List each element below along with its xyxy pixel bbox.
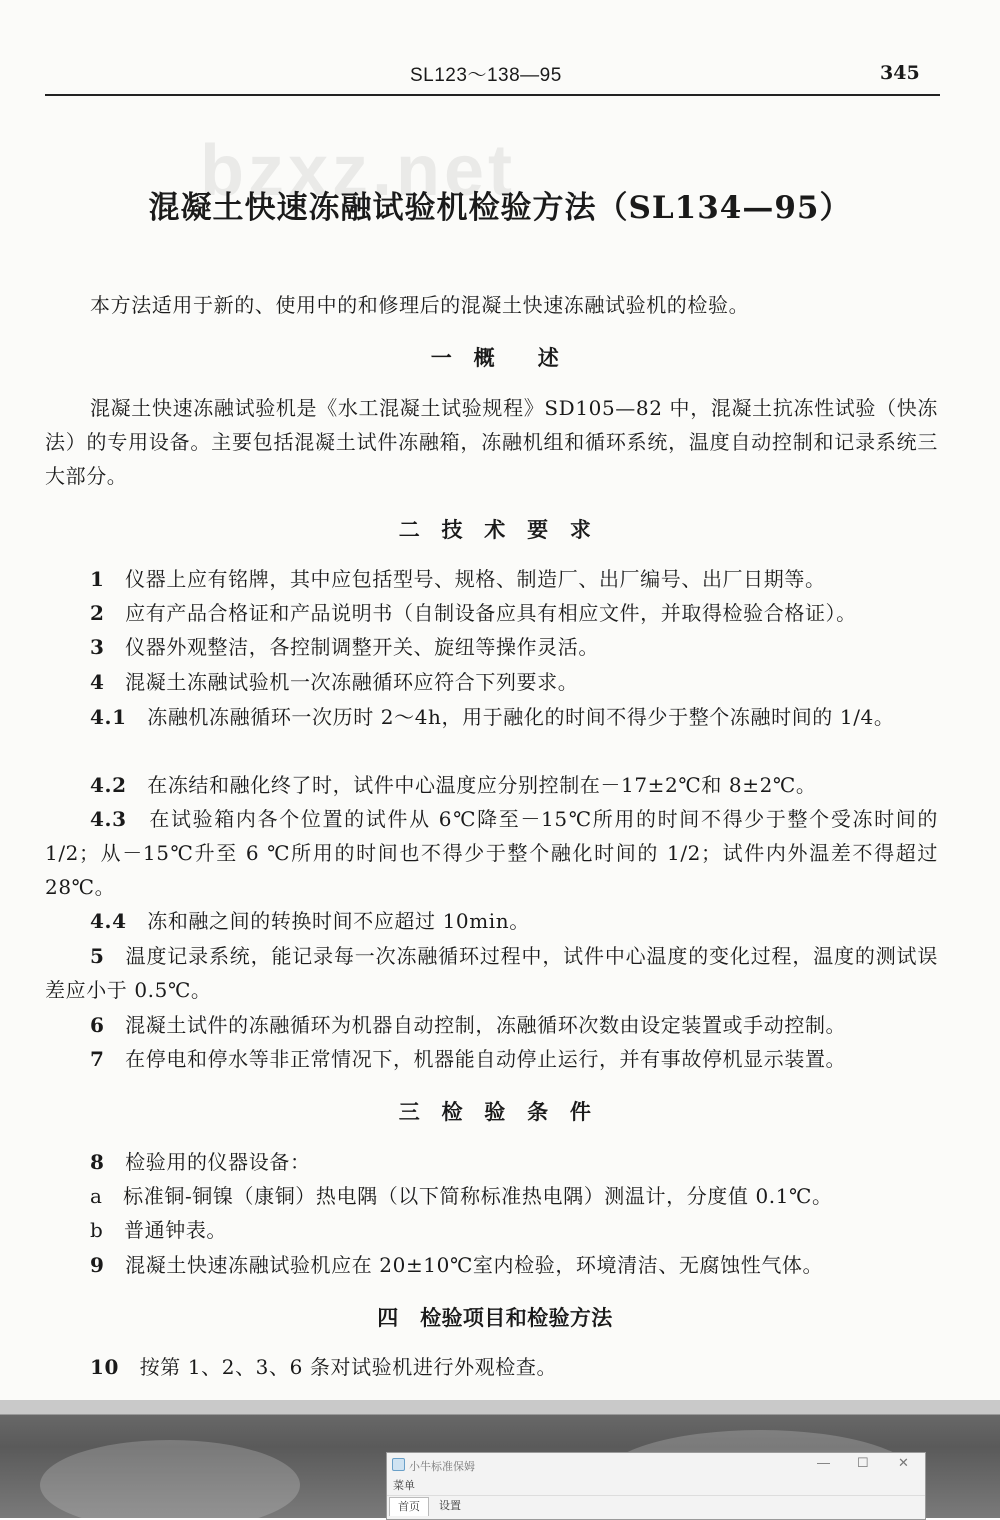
clause-number: 4.1 <box>90 705 127 729</box>
clause-4-2 <box>45 768 938 802</box>
clause-4-4 <box>45 904 938 938</box>
clause-number: 10 <box>90 1355 120 1379</box>
clause-number: b <box>90 1218 104 1242</box>
clause-text: 混凝土快速冻融试验机应在 20±10℃室内检验，环境清洁、无腐蚀性气体。 <box>125 1253 824 1277</box>
clause-6 <box>45 1008 938 1042</box>
clause-number: 7 <box>90 1047 105 1071</box>
clause-text: 检验用的仪器设备： <box>125 1150 311 1174</box>
clause-5 <box>45 939 938 1007</box>
clause-text: 在试验箱内各个位置的试件从 6℃降至－15℃所用的时间不得少于整个受冻时间的 1/2；从－15℃升至 6 ℃所用的时间也不得少于整个融化时间的 1/2；试件内外温差不得超过 28℃。 <box>45 807 939 899</box>
clause-4 <box>45 665 938 699</box>
clause-text: 冻融机冻融循环一次历时 2～4h，用于融化的时间不得少于整个冻融时间的 1/4。 <box>147 705 895 729</box>
clause-text: 应有产品合格证和产品说明书（自制设备应具有相应文件，并取得检验合格证）。 <box>125 601 857 625</box>
clause-number: 9 <box>90 1253 105 1277</box>
clause-3 <box>45 630 938 664</box>
clause-4-1 <box>45 700 938 734</box>
section-heading-overview: 一 概 述 <box>430 345 560 370</box>
clause-number: 4.3 <box>90 807 127 831</box>
clause-text: 按第 1、2、3、6 条对试验机进行外观检查。 <box>139 1355 558 1379</box>
document-title: 混凝土快速冻融试验机检验方法（SL134—95） <box>148 190 852 226</box>
clause-text: 仪器外观整洁，各控制调整开关、旋纽等操作灵活。 <box>125 635 599 659</box>
clause-text: 温度记录系统，能记录每一次冻融循环过程中，试件中心温度的变化过程，温度的测试误差应小于 0.5℃。 <box>45 944 938 1002</box>
page-number: 345 <box>880 62 920 84</box>
clause-number: 4 <box>90 670 105 694</box>
clause-text: 仪器上应有铭牌，其中应包括型号、规格、制造厂、出厂编号、出厂日期等。 <box>125 567 826 591</box>
scroll-strip[interactable] <box>0 1400 1000 1415</box>
section-heading-conditions: 三 检 验 条 件 <box>398 1099 592 1124</box>
background-pattern <box>40 1440 300 1518</box>
tab-home[interactable]: 首页 <box>389 1497 429 1516</box>
clause-7 <box>45 1042 938 1076</box>
clause-text: 在冻结和融化终了时，试件中心温度应分别控制在－17±2℃和 8±2℃。 <box>147 773 817 797</box>
app-logo-icon <box>392 1458 405 1471</box>
clause-4-3 <box>45 802 938 904</box>
watermark: bzxz.net <box>200 131 517 211</box>
clause-9 <box>45 1248 938 1282</box>
overview-paragraph: 混凝土快速冻融试验机是《水工混凝土试验规程》SD105—82 中，混凝土抗冻性试验（快冻法）的专用设备。主要包括混凝土试件冻融箱，冻融机组和循环系统，温度自动控制和记录系统三大部分。 <box>45 396 938 488</box>
clause-text: 标准铜-铜镍（康铜）热电隅（以下简称标准热电隅）测温计，分度值 0.1℃。 <box>123 1184 833 1208</box>
standard-range-header: SL123～138—95 <box>410 65 562 86</box>
section-heading-requirements: 二 技 术 要 求 <box>398 517 592 542</box>
clause-text: 普通钟表。 <box>124 1218 228 1242</box>
tab-settings[interactable]: 设置 <box>439 1500 461 1512</box>
window-title: 小牛标准保姆 <box>409 1461 475 1473</box>
clause-number: 4.4 <box>90 909 127 933</box>
minimize-button[interactable]: — <box>817 1455 830 1470</box>
clause-8-b <box>45 1213 938 1247</box>
clause-text: 混凝土冻融试验机一次冻融循环应符合下列要求。 <box>125 670 579 694</box>
clause-text: 冻和融之间的转换时间不应超过 10min。 <box>147 909 530 933</box>
clause-number: 6 <box>90 1013 105 1037</box>
clause-8 <box>45 1145 938 1179</box>
clause-text: 在停电和停水等非正常情况下，机器能自动停止运行，并有事故停机显示装置。 <box>125 1047 847 1071</box>
close-button[interactable]: ✕ <box>898 1455 909 1470</box>
clause-number: 5 <box>90 944 105 968</box>
clause-number: 3 <box>90 635 105 659</box>
clause-number: 2 <box>90 601 105 625</box>
clause-10 <box>45 1350 938 1384</box>
section-heading-methods: 四 检验项目和检验方法 <box>377 1305 613 1330</box>
clause-8-a <box>45 1179 938 1213</box>
clause-number: a <box>90 1184 103 1208</box>
menu-button[interactable]: 菜单 <box>393 1480 415 1492</box>
clause-number: 8 <box>90 1150 105 1174</box>
clause-1 <box>45 562 938 596</box>
intro-paragraph: 本方法适用于新的、使用中的和修理后的混凝土快速冻融试验机的检验。 <box>90 293 750 317</box>
clause-2 <box>45 596 938 630</box>
app-window[interactable] <box>386 1452 926 1520</box>
maximize-button[interactable]: ☐ <box>857 1455 869 1470</box>
tab-bar <box>387 1495 925 1520</box>
clause-number: 4.2 <box>90 773 127 797</box>
clause-text: 混凝土试件的冻融循环为机器自动控制，冻融循环次数由设定装置或手动控制。 <box>125 1013 847 1037</box>
header-divider <box>45 94 940 96</box>
clause-number: 1 <box>90 567 105 591</box>
